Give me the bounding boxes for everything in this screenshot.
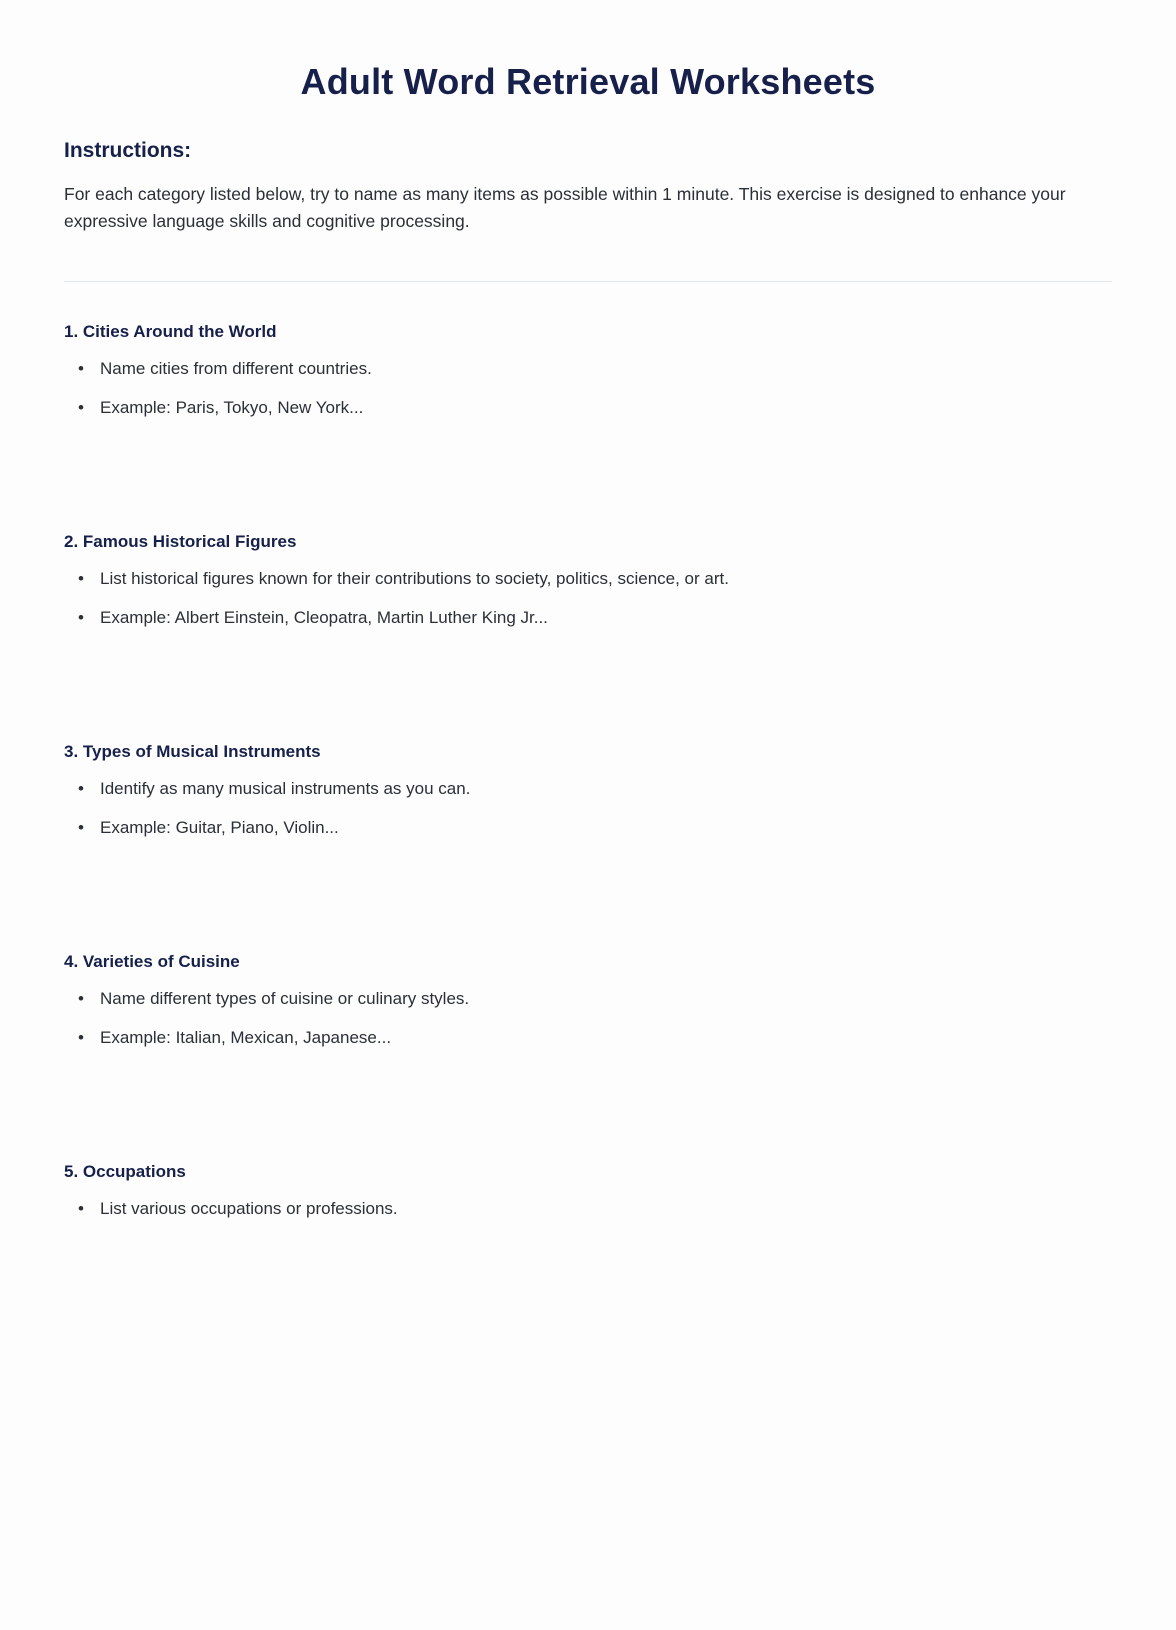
category-item-list: [64, 986, 1112, 1050]
list-item: • Example: Paris, Tokyo, New York...: [100, 395, 1112, 421]
list-item: • Example: Italian, Mexican, Japanese...: [100, 1025, 1112, 1051]
category-title: 4. Varieties of Cuisine: [64, 952, 240, 972]
category-block: [64, 952, 1112, 1050]
category-block: [64, 742, 1112, 840]
category-item-list: [64, 1196, 1112, 1222]
category-title: 5. Occupations: [64, 1162, 186, 1182]
category-block: [64, 322, 1112, 420]
instructions-text: For each category listed below, try to name as many items as possible within 1 minute. This exercise is designed to enhance your expressive language skills and cognitive processing.: [64, 184, 1066, 232]
list-item: • List historical figures known for their contributions to society, politics, science, or art.: [100, 566, 1112, 592]
list-item: • Example: Guitar, Piano, Violin...: [100, 815, 1112, 841]
list-item: • Name different types of cuisine or culinary styles.: [100, 986, 1112, 1012]
category-title: 2. Famous Historical Figures: [64, 532, 297, 552]
category-item-list: [64, 776, 1112, 840]
instructions-heading: Instructions:: [64, 139, 192, 163]
list-item: • List various occupations or professions.: [100, 1196, 1112, 1222]
list-item: • Example: Albert Einstein, Cleopatra, Martin Luther King Jr...: [100, 605, 1112, 631]
section-divider: [64, 281, 1112, 282]
list-item: • Identify as many musical instruments as you can.: [100, 776, 1112, 802]
category-title: 3. Types of Musical Instruments: [64, 742, 321, 762]
category-block: [64, 532, 1112, 630]
category-block: [64, 1162, 1112, 1222]
category-item-list: [64, 566, 1112, 630]
category-item-list: [64, 356, 1112, 420]
page-title: Adult Word Retrieval Worksheets: [300, 61, 876, 102]
list-item: • Name cities from different countries.: [100, 356, 1112, 382]
category-title: 1. Cities Around the World: [64, 322, 277, 342]
